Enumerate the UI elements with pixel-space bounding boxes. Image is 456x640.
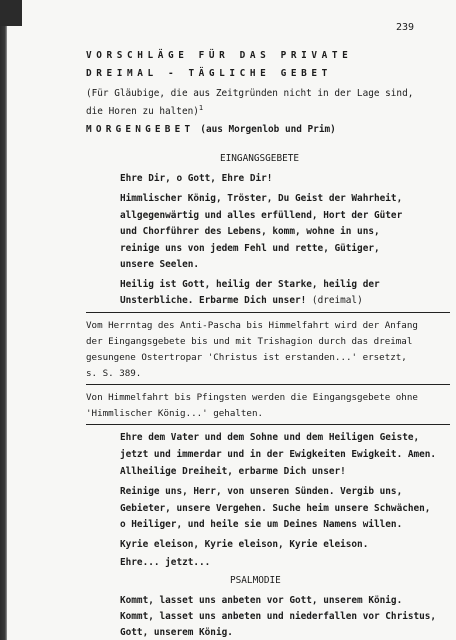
scan-corner-shadow — [0, 0, 22, 26]
prayer-ehre-dem-vater-1: Ehre dem Vater und dem Sohne und dem Heiligen Geiste, — [120, 432, 420, 443]
psalmodie-line-1: Kommt, lasset uns anbeten vor Gott, unserem König. — [120, 595, 403, 606]
trishagion-note: (dreimal) — [311, 295, 363, 306]
note1-line-1: Vom Herrntag des Anti-Pascha bis Himmelfahrt wird der Anfang — [86, 320, 418, 331]
prayer-himmlischer-koenig-1: Himmlischer König, Tröster, Du Geist der Wahrheit, — [120, 193, 403, 204]
prayer-trishagion-1: Heilig ist Gott, heilig der Starke, heilig der — [120, 279, 380, 290]
intro-text: die Horen zu halten) — [86, 106, 199, 117]
prayer-reinige-uns-3: o Heiliger, und heile sie um Deines Namens willen. — [120, 519, 403, 530]
heading-line-2: DREIMAL - TÄGLICHE GEBET — [86, 68, 332, 79]
heading-line-1: VORSCHLÄGE FÜR DAS PRIVATE — [86, 50, 353, 61]
prayer-trishagion-2 — [120, 295, 363, 307]
section-title-psalmodie: PSALMODIE — [230, 575, 281, 586]
divider-1 — [86, 312, 450, 313]
note1-line-3: gesungene Ostertropar 'Christus ist erstanden...' ersetzt, — [86, 352, 407, 363]
psalmodie-line-3: Gott, unserem König. — [120, 627, 233, 638]
prayer-himmlischer-koenig-2: allgegenwärtig und alles erfüllend, Hort der Güter — [120, 210, 403, 221]
prayer-reinige-uns-1: Reinige uns, Herr, von unseren Sünden. Vergib uns, — [120, 486, 403, 497]
footnote-marker: 1 — [198, 104, 204, 112]
morning-subtitle: (aus Morgenlob und Prim) — [200, 124, 336, 135]
prayer-ehre-dir: Ehre Dir, o Gott, Ehre Dir! — [120, 173, 273, 184]
note2-line-1: Von Himmelfahrt bis Pfingsten werden die Eingangsgebete ohne — [86, 392, 418, 403]
intro-line-1: (Für Gläubige, die aus Zeitgründen nicht in der Lage sind, — [86, 88, 414, 99]
divider-3 — [86, 424, 450, 425]
psalmodie-line-2: Kommt, lasset uns anbeten und niederfallen vor Christus, — [120, 611, 437, 622]
prayer-reinige-uns-2: Gebieter, unsere Vergehen. Suche heim unsere Schwächen, — [120, 503, 431, 514]
intro-line-2 — [86, 102, 203, 118]
prayer-himmlischer-koenig-5: unsere Seelen. — [120, 259, 200, 270]
morning-title: MORGENGEBET — [86, 124, 195, 135]
prayer-allheilige-dreiheit: Allheilige Dreiheit, erbarme Dich unser! — [120, 466, 346, 477]
prayer-himmlischer-koenig-3: und Chorführer des Lebens, komm, wohne in uns, — [120, 226, 380, 237]
note2-line-2: 'Himmlischer König...' gehalten. — [86, 408, 264, 419]
prayer-kyrie-eleison: Kyrie eleison, Kyrie eleison, Kyrie eleison. — [120, 539, 369, 550]
note1-line-4: s. S. 389. — [86, 368, 142, 379]
page-number: 239 — [396, 22, 415, 33]
morning-heading — [86, 124, 336, 136]
prayer-himmlischer-koenig-4: reinige uns von jedem Fehl und rette, Gütiger, — [120, 243, 380, 254]
trishagion-text: Unsterbliche. Erbarme Dich unser! — [120, 295, 307, 306]
divider-2 — [86, 384, 450, 385]
prayer-ehre-jetzt: Ehre... jetzt... — [120, 557, 211, 568]
prayer-ehre-dem-vater-2: jetzt und immerdar und in der Ewigkeiten Ewigkeit. Amen. — [120, 449, 437, 460]
book-spine-shadow — [0, 0, 7, 640]
section-title-eingangsgebete: EINGANGSGEBETE — [220, 153, 300, 164]
note1-line-2: der Eingangsgebete bis und mit Trishagion durch das dreimal — [86, 336, 413, 347]
